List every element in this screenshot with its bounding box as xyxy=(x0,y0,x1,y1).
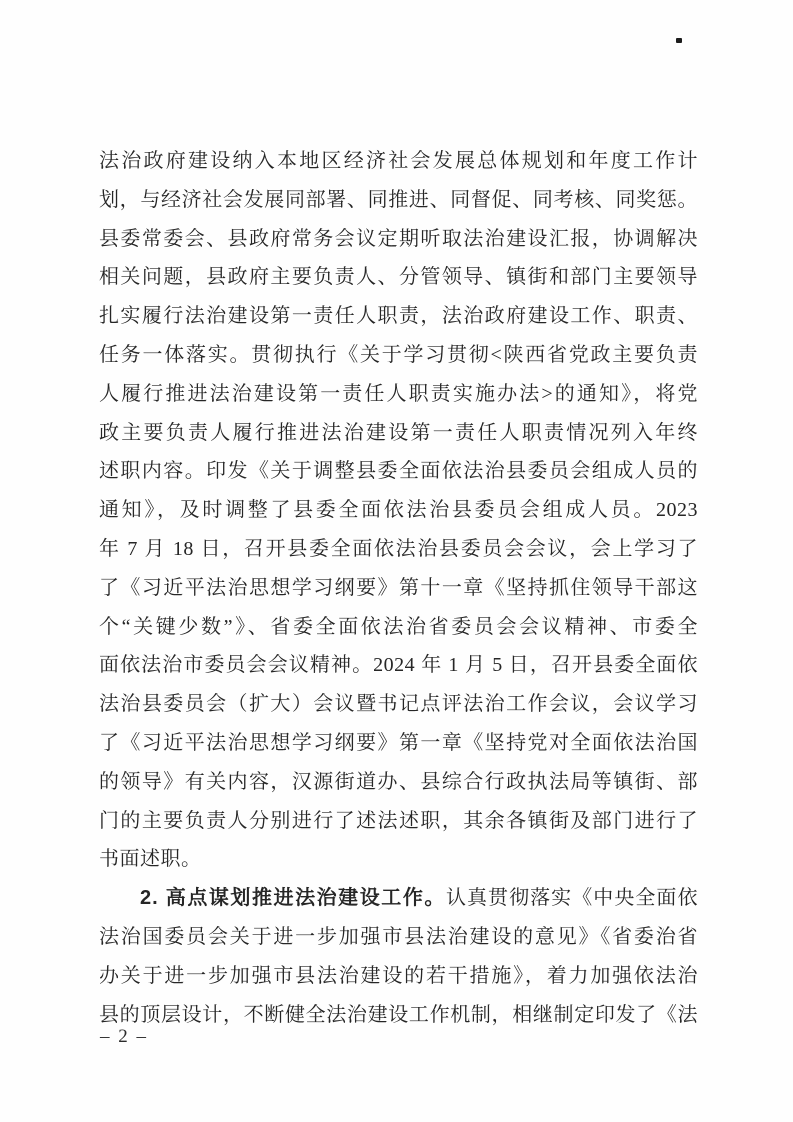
text-line xyxy=(99,491,698,530)
text-line xyxy=(99,530,698,569)
text-line xyxy=(99,569,698,608)
text-segment: 法治政府建设纳入本地区经济社会发展总体规划和年度工作计 xyxy=(99,150,698,172)
text-segment: 办关于进一步加强市县法治建设的若干措施》，着力加强依法治 xyxy=(99,964,698,987)
document-body xyxy=(99,142,698,1034)
text-segment: 划，与经济社会发展同部署、同推进、同督促、同考核、同奖惩。 xyxy=(99,188,698,211)
text-segment: 的领导》有关内容，汉源街道办、县综合行政执法局等镇街、部 xyxy=(99,770,698,793)
text-line xyxy=(99,918,698,957)
text-line xyxy=(99,724,698,763)
text-line xyxy=(99,685,698,724)
text-segment: 认真贯彻落实《中央全面依 xyxy=(445,887,698,910)
text-line xyxy=(99,414,698,453)
scan-artifact-speck-icon xyxy=(676,38,682,43)
text-line xyxy=(99,957,698,996)
text-segment: 了《习近平法治思想学习纲要》第十一章《坚持抓住领导干部这 xyxy=(99,576,698,599)
text-line xyxy=(99,452,698,491)
text-line xyxy=(99,646,698,685)
text-segment: 政主要负责人履行推进法治建设第一责任人职责情况列入年终 xyxy=(99,421,698,444)
text-segment: 人履行推进法治建设第一责任人职责实施办法>的通知》，将党 xyxy=(99,382,698,405)
text-segment: 扎实履行法治建设第一责任人职责，法治政府建设工作、职责、 xyxy=(99,305,698,328)
text-segment: 县委常委会、县政府常务会议定期听取法治建设汇报，协调解决 xyxy=(99,227,698,250)
text-segment: 相关问题，县政府主要负责人、分管领导、镇街和部门主要领导 xyxy=(99,266,698,289)
text-segment: 面依法治市委员会会议精神。2024 年 1 月 5 日，召开县委全面依 xyxy=(99,654,698,677)
text-segment: 书面述职。 xyxy=(99,848,202,871)
text-line xyxy=(99,840,698,879)
text-segment: 年 7 月 18 日，召开县委全面依法治县委员会会议，会上学习了 xyxy=(99,537,698,560)
text-segment: 门的主要负责人分别进行了述法述职，其余各镇街及部门进行了 xyxy=(99,809,698,832)
text-line xyxy=(99,258,698,297)
text-segment: 个“关键少数”》、省委全面依法治省委员会会议精神、市委全 xyxy=(99,615,698,638)
text-segment: 任务一体落实。贯彻执行《关于学习贯彻<陕西省党政主要负责 xyxy=(99,343,698,366)
text-line xyxy=(99,763,698,802)
text-line xyxy=(99,181,698,220)
text-segment: 县的顶层设计，不断健全法治建设工作机制，相继制定印发了《法 xyxy=(99,1003,698,1026)
text-segment: 述职内容。印发《关于调整县委全面依法治县委员会组成人员的 xyxy=(99,460,698,483)
text-line xyxy=(99,220,698,259)
text-line xyxy=(99,142,698,181)
text-line xyxy=(99,336,698,375)
paragraph-heading-segment: 2. 高点谋划推进法治建设工作。 xyxy=(140,887,446,910)
text-line xyxy=(99,297,698,336)
text-line xyxy=(99,996,698,1035)
text-segment: 了《习近平法治思想学习纲要》第一章《坚持党对全面依法治国 xyxy=(99,731,698,754)
text-line xyxy=(99,879,698,918)
text-line xyxy=(99,608,698,647)
page-number: – 2 – xyxy=(100,1026,148,1047)
text-segment: 法治国委员会关于进一步加强市县法治建设的意见》《省委治省 xyxy=(99,925,698,948)
text-segment: 法治县委员会（扩大）会议暨书记点评法治工作会议，会议学习 xyxy=(99,693,698,716)
text-line xyxy=(99,802,698,841)
text-line xyxy=(99,375,698,414)
text-segment: 通知》，及时调整了县委全面依法治县委员会组成人员。2023 xyxy=(99,499,698,522)
